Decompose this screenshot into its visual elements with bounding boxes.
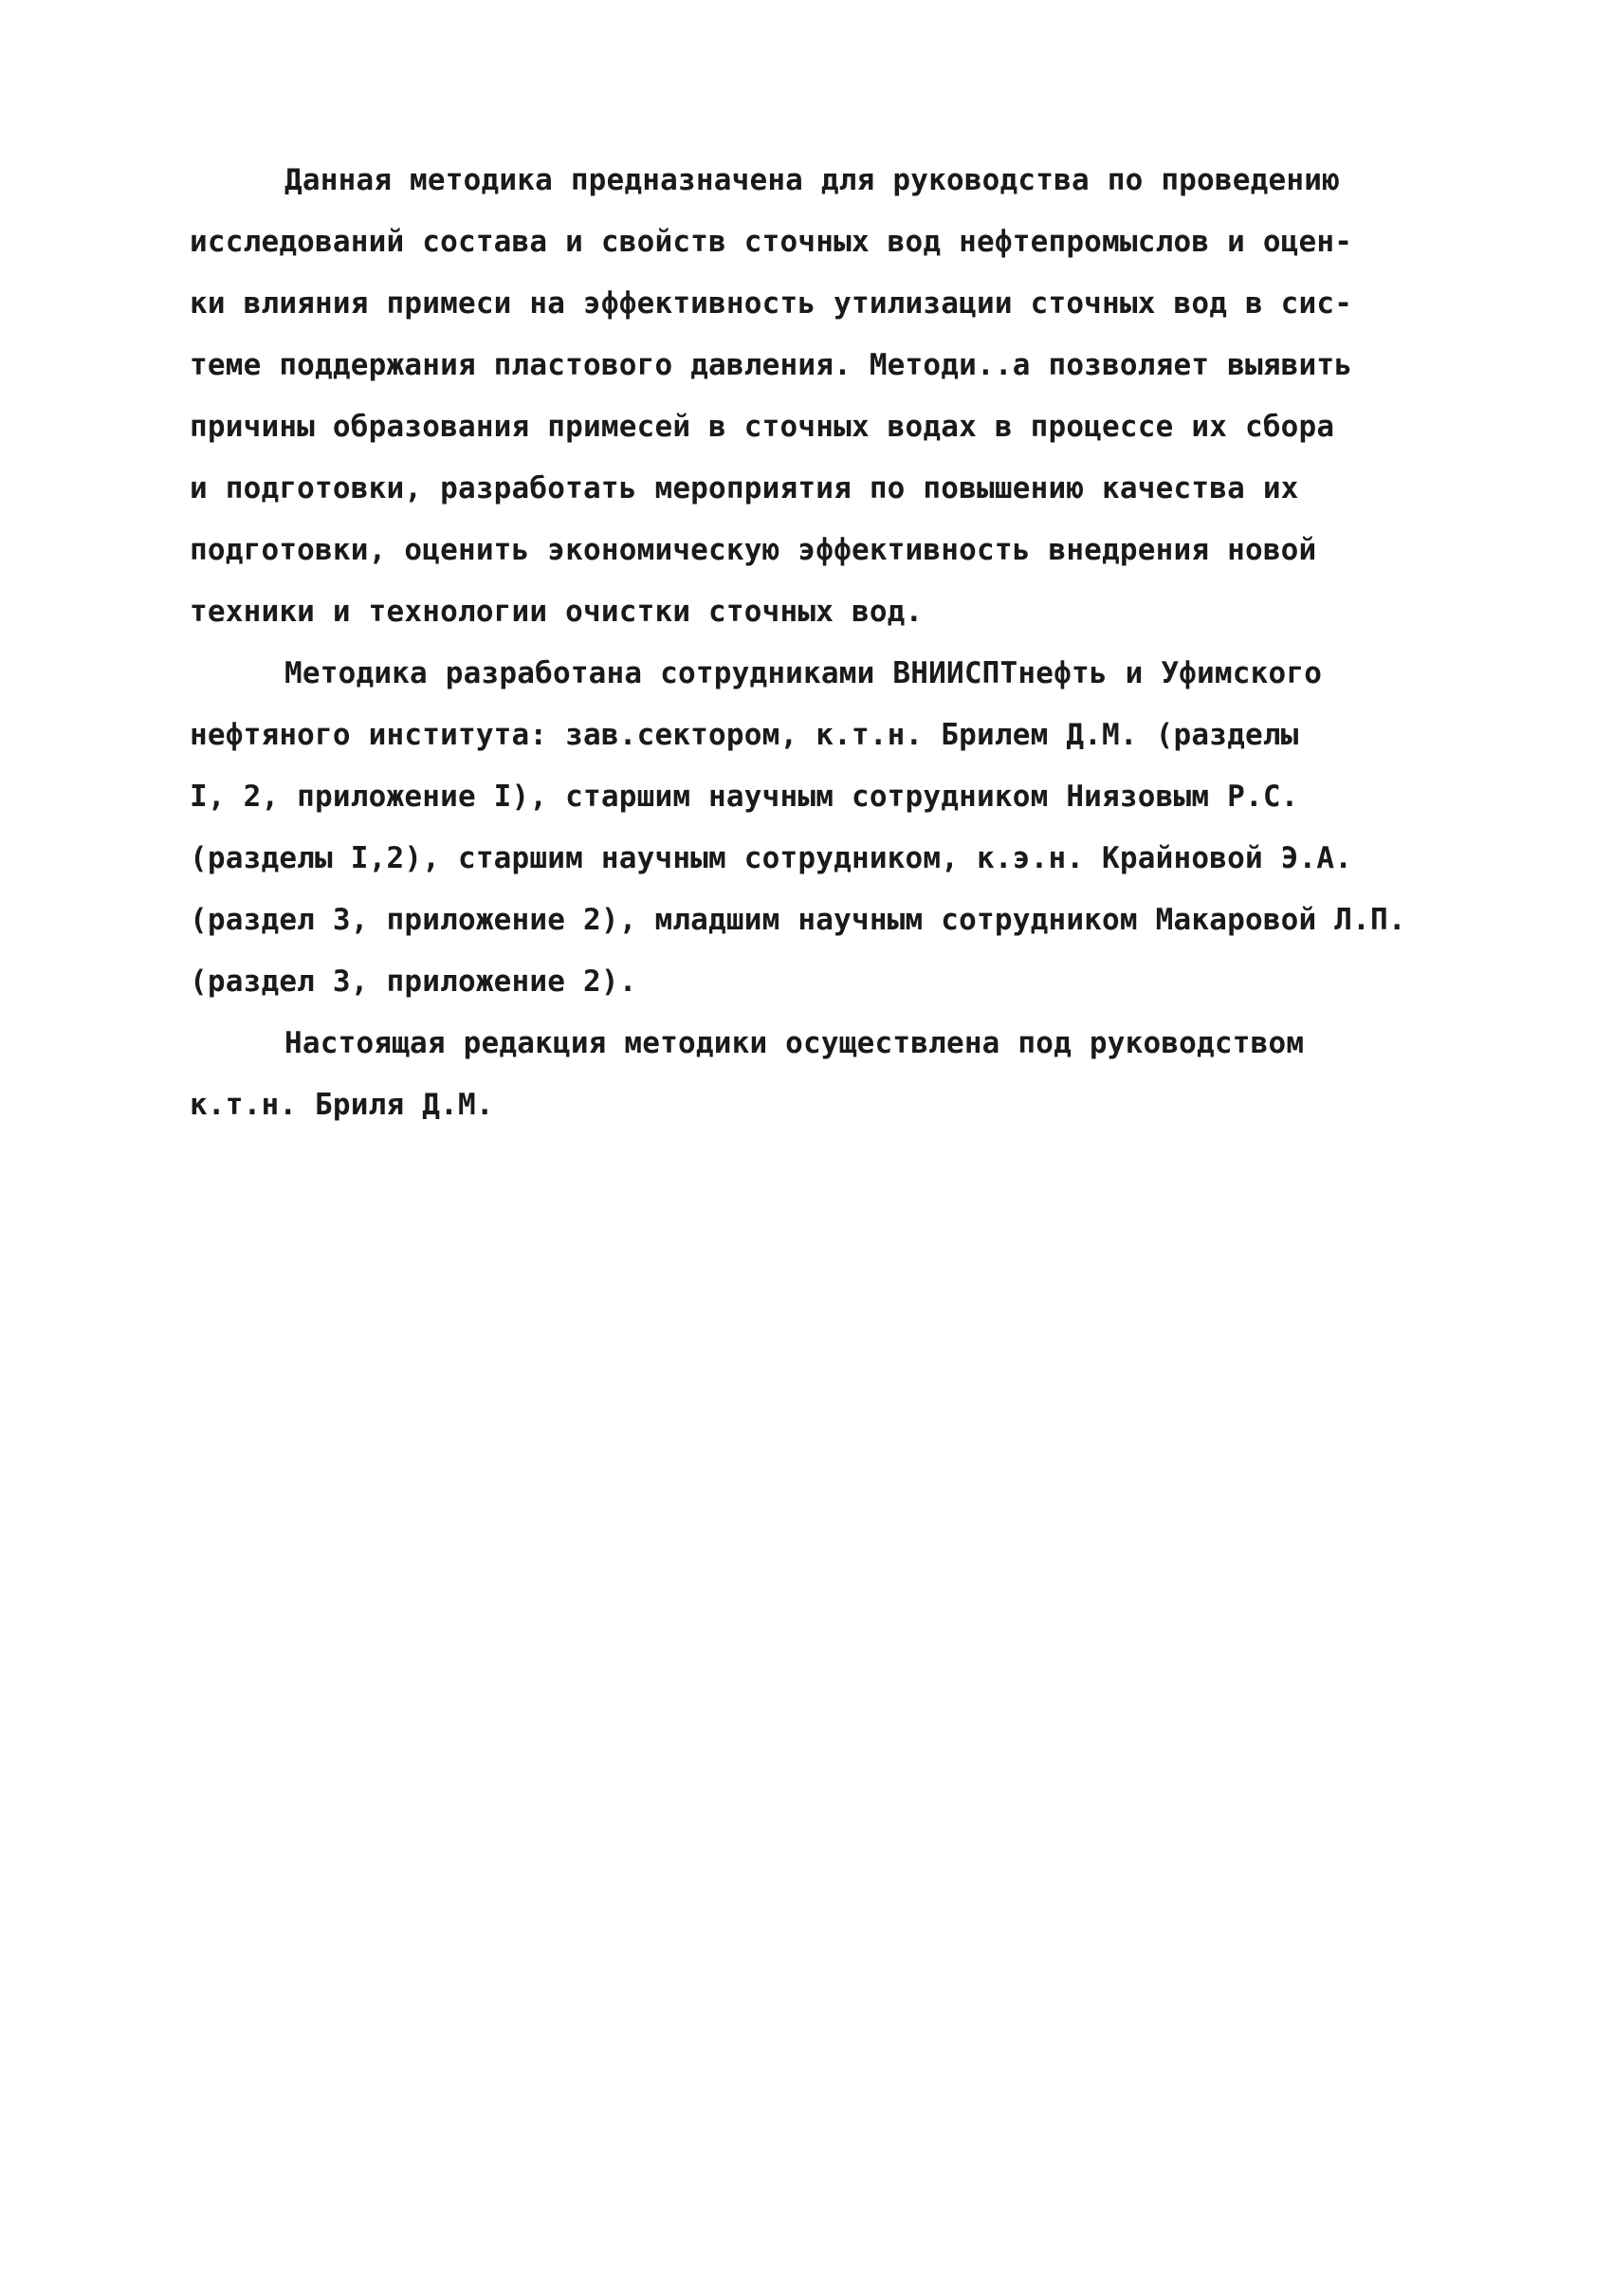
paragraph-purpose xyxy=(190,150,1498,643)
text-line: (раздел 3, приложение 2), младшим научным сотрудником Макаровой Л.П. xyxy=(190,903,1406,937)
text-line: (раздел 3, приложение 2). xyxy=(190,964,637,999)
text-line: I, 2, приложение I), старшим научным сотрудником Ниязовым Р.С. xyxy=(190,780,1299,814)
paragraph-editorial xyxy=(190,1013,1498,1136)
text-line: причины образования примесей в сточных водах в процессе их сбора xyxy=(190,410,1335,444)
text-line: Данная методика предназначена для руководства по проведению xyxy=(284,163,1340,197)
text-line: Методика разработана сотрудниками ВНИИСПТнефть и Уфимского xyxy=(284,656,1323,690)
text-line: теме поддержания пластового давления. Методи..а позволяет выявить xyxy=(190,348,1353,382)
text-line: (разделы I,2), старшим научным сотрудником, к.э.н. Крайновой Э.А. xyxy=(190,841,1353,875)
text-line: нефтяного института: зав.сектором, к.т.н. Брилем Д.М. (разделы xyxy=(190,718,1299,752)
text-line: ки влияния примеси на эффективность утилизации сточных вод в сис- xyxy=(190,286,1353,321)
text-line: исследований состава и свойств сточных вод нефтепромыслов и оцен- xyxy=(190,225,1353,259)
text-line: техники и технологии очистки сточных вод. xyxy=(190,595,924,629)
body-text xyxy=(190,150,1498,1136)
paragraph-authors xyxy=(190,643,1498,1013)
text-line: Настоящая редакция методики осуществлена под руководством xyxy=(284,1026,1305,1060)
text-line: и подготовки, разработать мероприятия по повышению качества их xyxy=(190,471,1299,505)
text-line: подготовки, оценить экономическую эффективность внедрения новой xyxy=(190,533,1317,567)
text-line: к.т.н. Бриля Д.М. xyxy=(190,1088,494,1122)
